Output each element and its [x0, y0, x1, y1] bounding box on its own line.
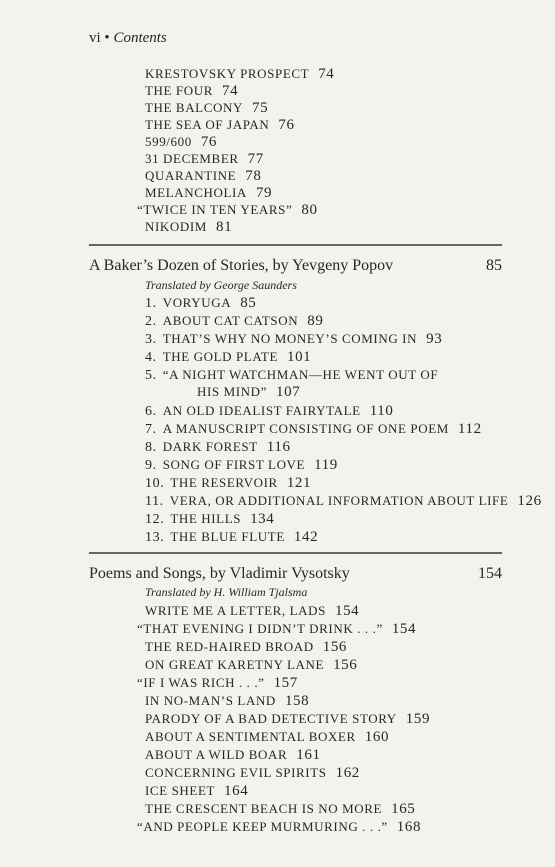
- toc-entry: [145, 694, 309, 709]
- bullet-separator: •: [104, 30, 110, 46]
- section-title: A Baker’s Dozen of Stories, by Yevgeny Popov: [89, 257, 394, 274]
- toc-entry: [145, 332, 442, 347]
- toc-entry: [137, 203, 318, 218]
- toc-entry-title: AN OLD IDEALIST FAIRYTALE: [162, 403, 361, 418]
- running-head: [89, 30, 167, 47]
- toc-entry-page: 160: [364, 729, 390, 745]
- toc-entry-title: “THAT EVENING I DIDN’T DRINK . . .”: [137, 621, 383, 636]
- toc-entry-index: 10.: [145, 476, 165, 491]
- toc-entry-page: 107: [276, 384, 301, 400]
- toc-entry: [145, 604, 359, 619]
- toc-entry-title: A MANUSCRIPT CONSISTING OF ONE POEM: [162, 421, 449, 436]
- toc-entry-page: 110: [369, 403, 394, 419]
- toc-entry-index: 1.: [145, 296, 157, 311]
- toc-entry-index: 11.: [145, 494, 164, 509]
- toc-entry-index: 4.: [145, 350, 157, 365]
- toc-entry-page: 89: [307, 313, 324, 329]
- toc-entry-title: “TWICE IN TEN YEARS”: [137, 202, 293, 217]
- toc-entry: [137, 676, 298, 691]
- toc-entry: [145, 67, 334, 82]
- toc-entry-title: ICE SHEET: [145, 783, 216, 798]
- toc-entry: [145, 784, 248, 799]
- toc-entry: [145, 118, 295, 133]
- toc-entry: [145, 101, 268, 116]
- toc-entry: [145, 350, 311, 365]
- toc-entry: [145, 476, 311, 491]
- toc-entry-title: CONCERNING EVIL SPIRITS: [145, 765, 327, 780]
- toc-entry: [145, 404, 393, 419]
- toc-entry-title: THE RED-HAIRED BROAD: [145, 639, 314, 654]
- toc-entry: [145, 494, 542, 509]
- toc-entry-title: ABOUT A SENTIMENTAL BOXER: [145, 729, 356, 744]
- translator-credit: Translated by George Saunders: [145, 278, 297, 292]
- toc-entry-page: 134: [250, 511, 275, 527]
- toc-entry-page: 154: [391, 621, 417, 637]
- toc-entry-title: IN NO-MAN’S LAND: [145, 693, 276, 708]
- toc-entry-title: 599/600: [145, 134, 192, 149]
- toc-entry-page: 142: [293, 529, 319, 545]
- toc-entry-index: 6.: [145, 404, 157, 419]
- toc-entry-page: 85: [240, 295, 257, 311]
- toc-entry-index: 3.: [145, 332, 157, 347]
- toc-entry-page: 77: [247, 151, 264, 167]
- toc-entry-title: NIKODIM: [145, 219, 207, 234]
- toc-entry-page: 157: [273, 675, 298, 691]
- toc-entry-page: 116: [266, 439, 291, 455]
- toc-entry-title: THAT’S WHY NO MONEY’S COMING IN: [162, 331, 418, 346]
- toc-entry-title: KRESTOVSKY PROSPECT: [145, 66, 310, 81]
- toc-entry: [145, 458, 338, 473]
- section-page-number: 154: [478, 565, 502, 582]
- toc-entry: [145, 658, 357, 673]
- toc-entry-index: 5.: [145, 368, 157, 383]
- toc-entry-page: 126: [517, 493, 542, 509]
- toc-entry-title: ABOUT A WILD BOAR: [145, 747, 288, 762]
- toc-entry: [145, 84, 238, 99]
- toc-entry-page: 164: [224, 783, 249, 799]
- toc-entry-title: PARODY OF A BAD DETECTIVE STORY: [145, 711, 397, 726]
- toc-entry-title: MELANCHOLIA: [145, 185, 247, 200]
- section-divider: [89, 552, 502, 554]
- toc-entry-page: 119: [314, 457, 338, 473]
- toc-entry-page: 159: [405, 711, 431, 727]
- toc-entry: [145, 422, 482, 437]
- toc-entry: [145, 296, 256, 311]
- toc-entry: [145, 135, 217, 150]
- toc-entry: [145, 766, 360, 781]
- toc-entry-page: 165: [391, 801, 416, 817]
- toc-entry: [145, 440, 291, 455]
- toc-entry-page: 158: [284, 693, 310, 709]
- toc-entry-title: THE CRESCENT BEACH IS NO MORE: [145, 801, 383, 816]
- toc-entry-index: 13.: [145, 530, 165, 545]
- toc-entry-title: THE BALCONY: [145, 100, 243, 115]
- toc-entry-page: 79: [255, 185, 273, 201]
- toc-entry-title: “AND PEOPLE KEEP MURMURING . . .”: [137, 819, 388, 834]
- toc-entry-page: 74: [318, 66, 335, 82]
- section-title: Poems and Songs, by Vladimir Vysotsky: [89, 565, 350, 582]
- toc-entry: [137, 820, 421, 835]
- toc-entry-page: 156: [322, 639, 348, 655]
- toc-entry-page: 112: [457, 421, 482, 437]
- toc-entry: [145, 748, 321, 763]
- page-number-roman: vi: [89, 30, 101, 46]
- toc-entry-title: THE RESERVOIR: [170, 475, 278, 490]
- toc-entry: [145, 186, 272, 201]
- toc-entry-page: 81: [215, 219, 233, 235]
- toc-entry-index: 12.: [145, 512, 165, 527]
- toc-entry: [145, 712, 430, 727]
- toc-entry-page: 168: [396, 819, 422, 835]
- section-page-number: 85: [486, 257, 502, 274]
- toc-entry-title: VORYUGA: [162, 295, 232, 310]
- toc-entry-title-continued: HIS MIND”: [197, 384, 268, 399]
- toc-entry: [145, 730, 389, 745]
- toc-entry-page: 162: [335, 765, 360, 781]
- toc-entry-page: 156: [333, 657, 358, 673]
- toc-entry-title: ON GREAT KARETNY LANE: [145, 657, 325, 672]
- running-head-title: Contents: [113, 30, 167, 46]
- toc-entry-title: DARK FOREST: [162, 439, 258, 454]
- toc-entry-title: ABOUT CAT CATSON: [162, 313, 299, 328]
- toc-entry-page: 76: [278, 117, 295, 133]
- toc-entry-page: 121: [286, 475, 312, 491]
- toc-entry-page: 76: [200, 134, 218, 150]
- toc-entry: [145, 152, 264, 167]
- toc-entry: [145, 640, 347, 655]
- toc-entry-title: QUARANTINE: [145, 168, 237, 183]
- toc-entry: [137, 622, 416, 637]
- toc-entry: [145, 314, 323, 329]
- toc-entry-page: 101: [286, 349, 312, 365]
- toc-entry-page: 75: [251, 100, 269, 116]
- toc-entry-title: 31 DECEMBER: [145, 151, 239, 166]
- toc-entry-page: 161: [296, 747, 321, 763]
- toc-entry: [145, 530, 318, 545]
- toc-entry-title: “IF I WAS RICH . . .”: [137, 675, 265, 690]
- toc-entry-title: THE BLUE FLUTE: [170, 529, 285, 544]
- toc-entry: [145, 802, 415, 817]
- toc-entry-title: THE FOUR: [145, 83, 213, 98]
- toc-entry-page: 78: [245, 168, 262, 184]
- toc-entry-title: THE SEA OF JAPAN: [145, 117, 270, 132]
- toc-entry-title: VERA, OR ADDITIONAL INFORMATION ABOUT LIFE: [169, 493, 509, 508]
- toc-entry-title: “A NIGHT WATCHMAN—HE WENT OUT OF: [162, 367, 439, 382]
- toc-entry-page: 74: [222, 83, 239, 99]
- section-divider: [89, 244, 502, 246]
- toc-entry-index: 2.: [145, 314, 157, 329]
- toc-entry-index: 9.: [145, 458, 157, 473]
- toc-entry: [145, 169, 261, 184]
- toc-entry-title: WRITE ME A LETTER, LADS: [145, 603, 326, 618]
- toc-entry-page: 80: [301, 202, 318, 218]
- translator-credit: Translated by H. William Tjalsma: [145, 585, 308, 599]
- toc-entry-page: 154: [334, 603, 360, 619]
- toc-entry-continuation: [197, 385, 300, 400]
- toc-entry-index: 8.: [145, 440, 157, 455]
- toc-entry-title: THE HILLS: [170, 511, 242, 526]
- toc-entry: [145, 512, 274, 527]
- toc-entry: [145, 220, 232, 235]
- toc-entry-page: 93: [426, 331, 443, 347]
- toc-entry-title: THE GOLD PLATE: [162, 349, 278, 364]
- toc-entry-title: SONG OF FIRST LOVE: [162, 457, 306, 472]
- toc-entry: [145, 368, 438, 383]
- toc-entry-index: 7.: [145, 422, 157, 437]
